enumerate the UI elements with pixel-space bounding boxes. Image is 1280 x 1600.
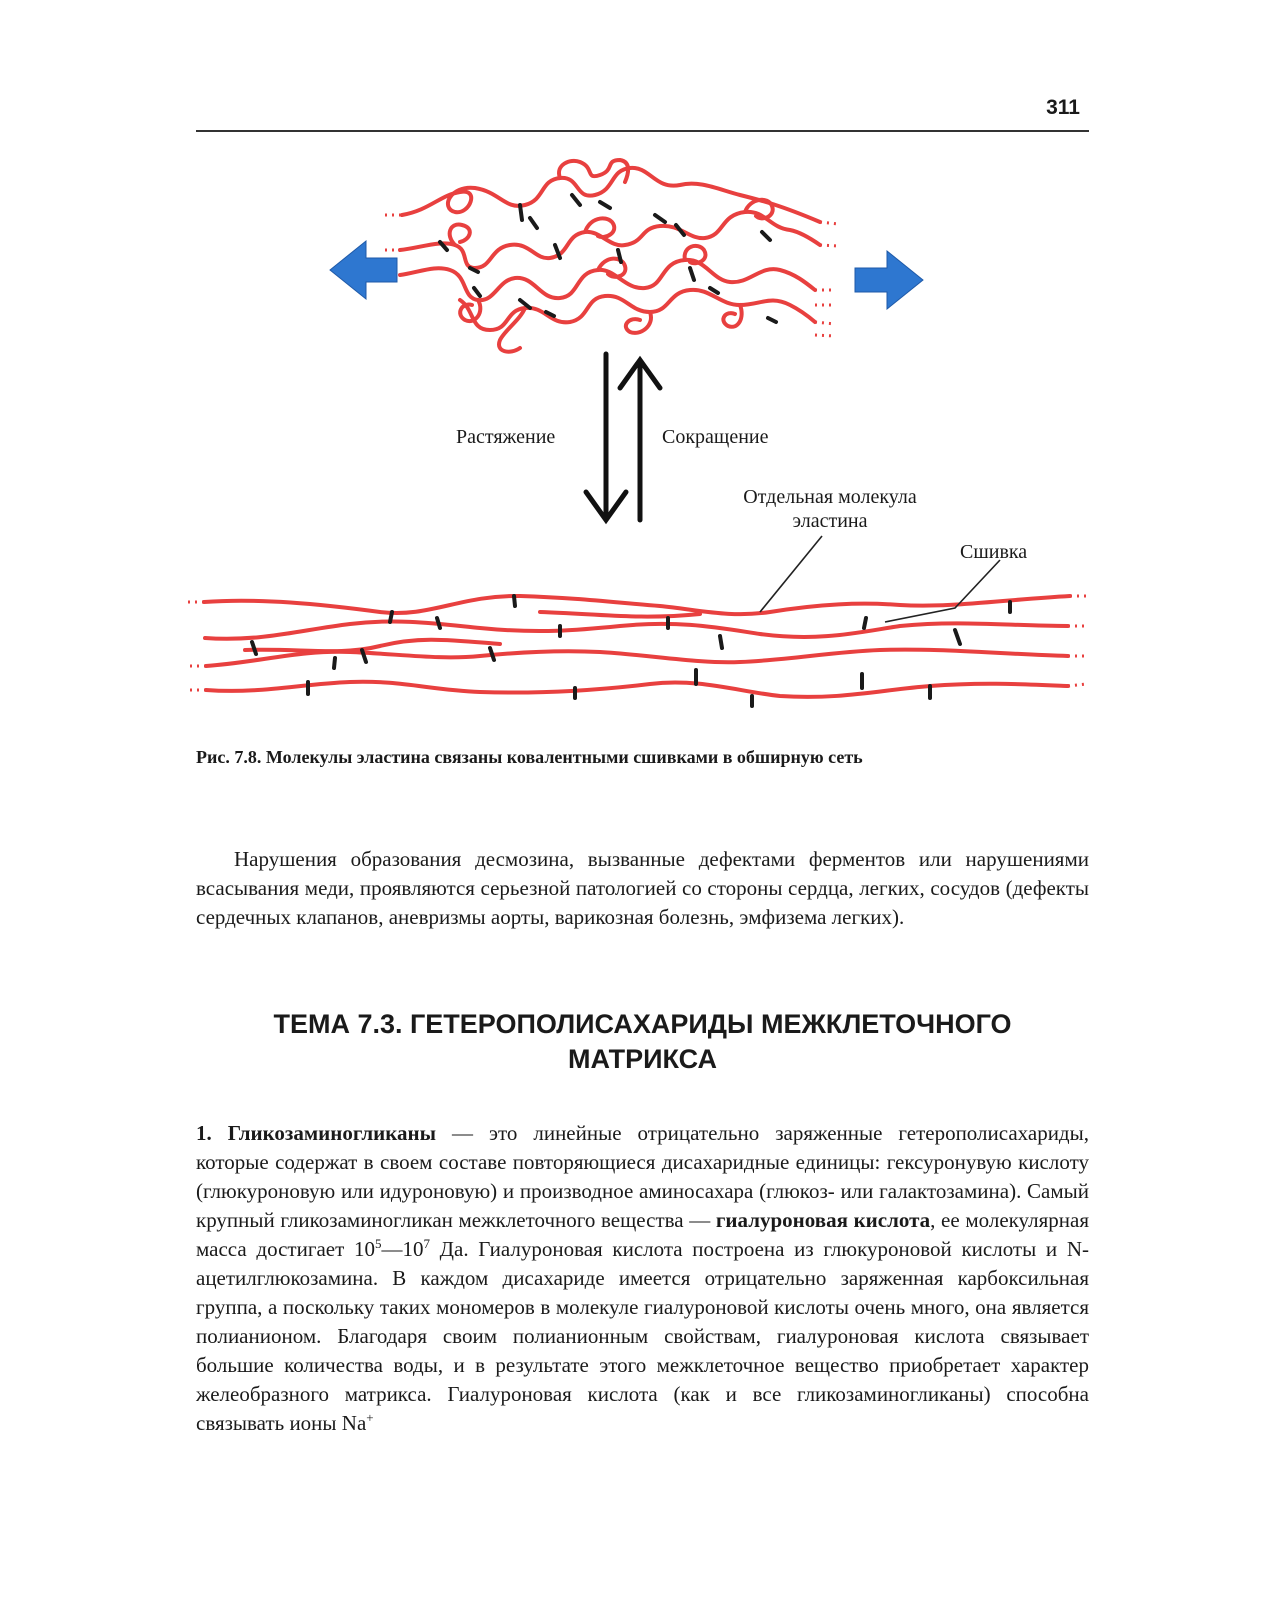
transition-arrows (586, 354, 660, 520)
page-number: 311 (1046, 96, 1080, 119)
paragraph-desmosine: Нарушения образования десмозина, вызванные дефектами ферментов или нарушениями всасывания меди, проявляются серьезной патологией со стороны сердца, легких, сосудов (дефекты сердечных клапанов, аневризмы аорты, варикозная болезнь, эмфизема легких). (196, 847, 1089, 929)
heading-line2: МАТРИКСА (567, 1044, 717, 1074)
term-glycosaminoglycans: 1. Гликозаминогликаны (196, 1121, 436, 1145)
para2-text-2: , ее молекулярная масса достигает 10 (196, 1208, 1089, 1261)
relaxed-network (400, 160, 820, 352)
paragraph-glycosaminoglycans (196, 1119, 1089, 1438)
sodium-charge: + (366, 1410, 374, 1425)
label-elastin-molecule (720, 485, 940, 533)
right-arrow-icon (855, 251, 923, 309)
term-hyaluronic-acid: гиалуроновая кислота (715, 1208, 931, 1232)
fiber-ends-bottom (188, 596, 1088, 690)
label-contract: Сокращение (662, 426, 769, 448)
label-stretch: Растяжение (456, 426, 556, 448)
exponent-7: 7 (423, 1236, 430, 1251)
label-elastin-line2: эластина (792, 510, 868, 532)
elastin-figure (0, 0, 1280, 740)
label-elastin-line1: Отдельная молекула (743, 486, 917, 508)
exponent-5: 5 (374, 1236, 382, 1251)
label-crosslink: Сшивка (960, 541, 1028, 563)
para2-text-4: Да. Гиалуроновая кислота построена из глюкуроновой кислоты и N-ацетилглюкозамина. В каждом дисахариде имеется отрицательно заряженная карбоксильная группа, а поскольку таких мономеров в молекуле гиалуроновой кислоты очень много, она является полианионом. Благодаря своим полианионным свойствам, гиалуроновая кислота связывает большие количества воды, и в результате этого межклеточное вещество приобретает характер желеобразного матрикса. Гиалуроновая кислота (как и все гликозаминогликаны) способна связывать ионы Na (196, 1237, 1089, 1435)
figure-caption: Рис. 7.8. Молекулы эластина связаны ковалентными сшивками в обширную сеть (196, 747, 863, 767)
para2-text-1: — это линейные отрицательно заряженные гетерополисахариды, которые содержат в своем составе повторяющиеся дисахаридные единицы: гексуронувую кислоту (глюкуроновую или идуроновую) и производное аминосахара (глюкоз- или галактозамина). Самый крупный гликозаминогликан межклеточного вещества — (196, 1121, 1089, 1232)
section-heading (196, 1007, 1089, 1077)
heading-line1: ТЕМА 7.3. ГЕТЕРОПОЛИСАХАРИДЫ МЕЖКЛЕТОЧНОГО (273, 1009, 1012, 1039)
para2-text-3: —10 (381, 1237, 424, 1261)
